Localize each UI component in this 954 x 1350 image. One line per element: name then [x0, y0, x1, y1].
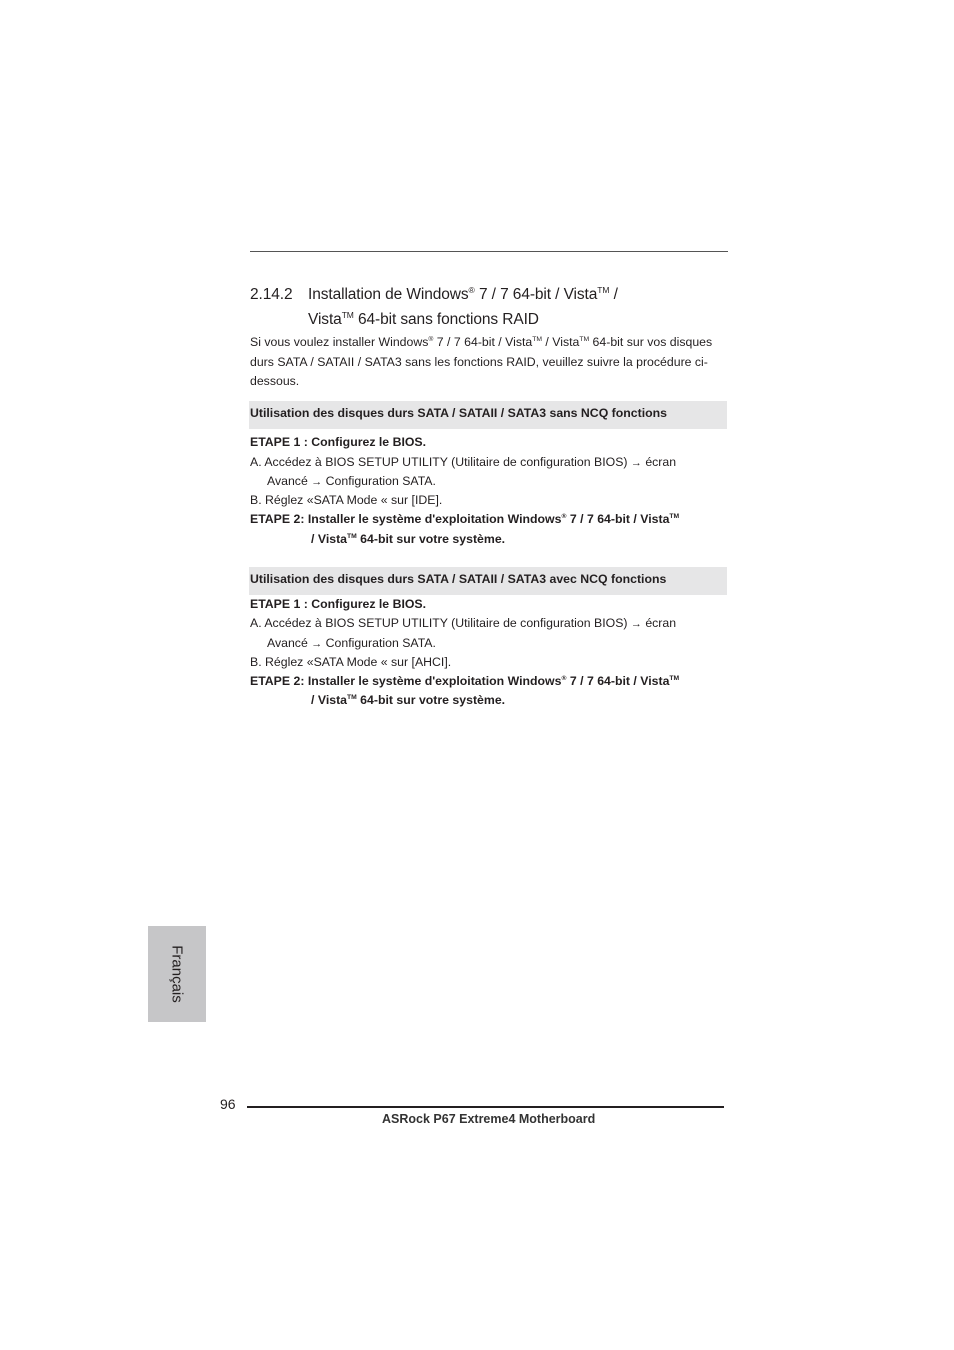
step2-heading: ETAPE 2: Installer le système d'exploitation Windows® 7 / 7 64-bit / Vista™ [250, 674, 680, 688]
step-a-line: A. Accédez à BIOS SETUP UTILITY (Utilitaire de configuration BIOS) → écran [250, 455, 677, 469]
step-b-line: B. Réglez «SATA Mode « sur [AHCI]. [250, 655, 452, 669]
section-number: 2.14.2 [250, 286, 293, 303]
top-divider [250, 251, 728, 252]
arrow-right-icon: → [630, 618, 642, 630]
section-bar-sans-ncq: Utilisation des disques durs SATA / SATAII / SATA3 sans NCQ fonctions [249, 401, 727, 429]
step-a-line2: Avancé → Configuration SATA. [267, 474, 436, 488]
language-side-tab [148, 926, 206, 1022]
intro-paragraph: Si vous voulez installer Windows® 7 / 7 64-bit / Vista™ / Vista™ 64-bit sur vos disques durs SATA / SATAII / SATA3 sans les fonctions RAID, veuillez suivre la procédure ci-dessous. [250, 335, 713, 388]
section-heading: 2.14.2 Installation de Windows® 7 / 7 64-bit / Vista™ / [250, 284, 618, 303]
step2-heading-line2: / Vista™ 64-bit sur votre système. [311, 693, 506, 707]
page-number: 96 [220, 1096, 236, 1112]
arrow-right-icon: → [311, 476, 323, 488]
step-a-line: A. Accédez à BIOS SETUP UTILITY (Utilitaire de configuration BIOS) → écran [250, 616, 677, 630]
step1-heading: ETAPE 1 : Configurez le BIOS. [250, 435, 427, 449]
step-a-line2: Avancé → Configuration SATA. [267, 636, 436, 650]
arrow-right-icon: → [630, 457, 642, 469]
language-label: Français [168, 945, 186, 1003]
step2-heading: ETAPE 2: Installer le système d'exploitation Windows® 7 / 7 64-bit / Vista™ [250, 512, 680, 526]
step2-heading-line2: / Vista™ 64-bit sur votre système. [311, 532, 506, 546]
footer-product: ASRock P67 Extreme4 Motherboard [382, 1112, 596, 1126]
arrow-right-icon: → [311, 638, 323, 650]
section-bar-avec-ncq: Utilisation des disques durs SATA / SATAII / SATA3 avec NCQ fonctions [249, 567, 727, 595]
step-b-line: B. Réglez «SATA Mode « sur [IDE]. [250, 493, 443, 507]
step1-heading: ETAPE 1 : Configurez le BIOS. [250, 597, 427, 611]
section-heading-line2: Vista™ 64-bit sans fonctions RAID [308, 309, 539, 328]
footer-divider [247, 1106, 724, 1108]
